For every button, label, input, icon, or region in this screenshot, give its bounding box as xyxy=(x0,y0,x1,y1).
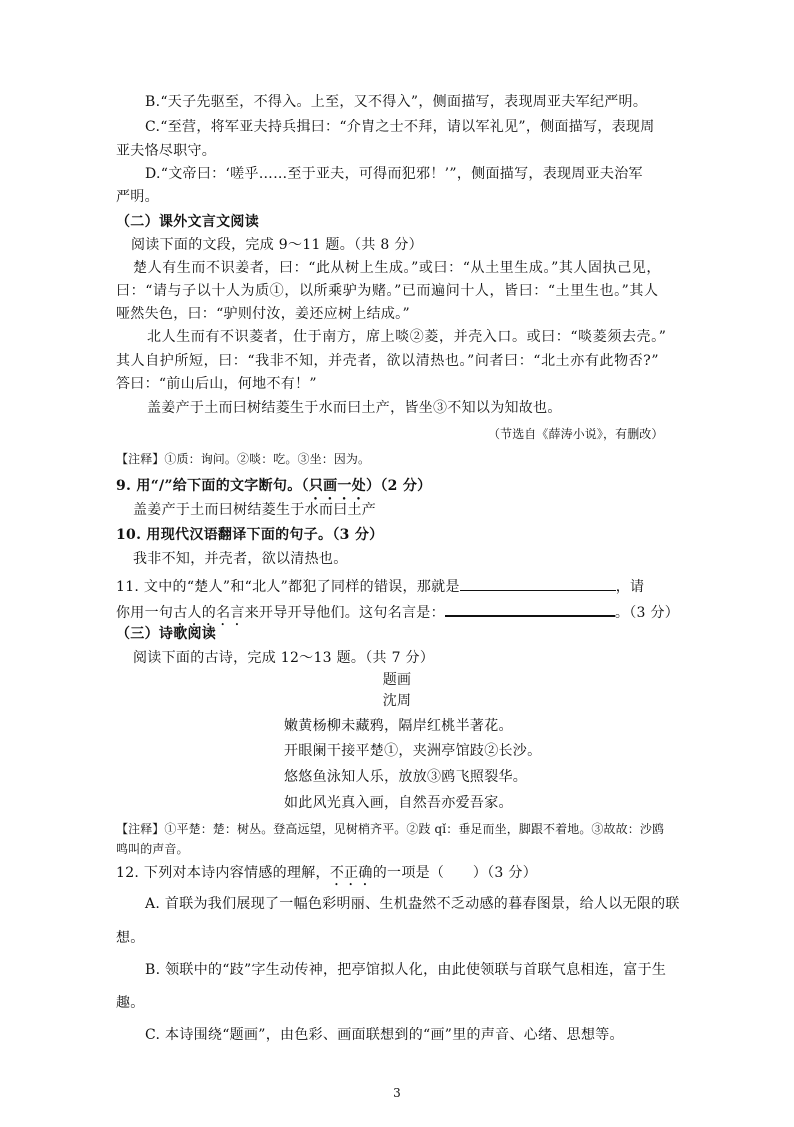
poem-line-1: 嫩黄杨柳未藏鸦，隔岸红桃半著花。 xyxy=(284,718,513,734)
page-number: 3 xyxy=(393,1086,401,1100)
poem-line-4: 如此风光真入画，自然吾亦爱吾家。 xyxy=(284,795,513,811)
question-9-stem-end: ）（2 分） xyxy=(366,478,432,494)
question-11-line1-text: 11. 文中的“楚人”和“北人”都犯了同样的错误，那就是 xyxy=(116,579,460,595)
question-12-stem xyxy=(116,864,537,889)
answer-blank-1[interactable] xyxy=(460,576,616,591)
poem-note-line1: 【注释】①平楚：楚：树丛。登高远望，见树梢齐平。②跂 qǐ：垂足而坐，脚跟不着地。③故故：沙鸥 xyxy=(116,822,665,836)
passage-p2-line2: 其人自护所短，曰：“我非不知，并壳者，欲以清热也。”问者曰：“北土亦有此物否?” xyxy=(116,353,660,369)
question-10-text: 我非不知，并壳者，欲以清热也。 xyxy=(133,551,348,567)
question-11-emphasis: 古人的名言 xyxy=(173,605,245,621)
question-9-emphasis: 只画一处 xyxy=(308,478,367,494)
poem-title: 题画 xyxy=(382,672,412,688)
passage-p2-line1: 北人生而有不识菱者，仕于南方，席上啖②菱，并壳入口。或曰：“啖菱须去壳。” xyxy=(147,329,667,345)
section-intro-3: 阅读下面的古诗，完成 12～13 题。（共 7 分） xyxy=(133,650,435,666)
question-11-line1 xyxy=(116,576,644,596)
question-12-stem-end: 的一项是（ ）（3 分） xyxy=(372,865,537,881)
section-heading-2: （二）课外文言文阅读 xyxy=(116,214,259,230)
question-11-line2-start: 你用一句 xyxy=(116,605,174,621)
question-11-line2-mid: 来开导开导他们。这句名言是： xyxy=(244,605,445,621)
section-heading-3: （三）诗歌阅读 xyxy=(116,626,217,642)
passage-p1-line1: 楚人有生而不识姜者，曰：“此从树上生成。”或曰：“从土里生成。”其人固执己见， xyxy=(133,260,662,276)
question-9-stem-start: 9. 用“/”给下面的文字断句。（ xyxy=(116,478,309,494)
option-c-line2: 亚夫恪尽职守。 xyxy=(116,143,217,159)
poem-note-line2: 鸣叫的声音。 xyxy=(116,842,189,856)
question-12-stem-start: 12. 下列对本诗内容情感的理解， xyxy=(116,865,330,881)
poem-line-3: 悠悠鱼泳知人乐，放放③鸥飞照裂华。 xyxy=(284,769,528,785)
option-d-line2: 严明。 xyxy=(116,189,159,205)
option-12b-line1: B. 领联中的“跂”字生动传神，把亭馆拟人化，由此使领联与首联气息相连，富于生 xyxy=(145,962,667,978)
question-12-emphasis: 不正确 xyxy=(329,865,373,881)
passage-note: 【注释】①质：询问。②啖：吃。③坐：因为。 xyxy=(116,452,371,466)
question-9-text: 盖姜产于土而曰树结菱生于水而曰土产 xyxy=(133,502,377,518)
question-11-line2-end: 。（3 分） xyxy=(614,605,680,621)
poem-line-2: 开眼阑干接平楚①，夹洲亭馆跂②长沙。 xyxy=(284,743,542,759)
answer-blank-2[interactable] xyxy=(445,601,615,617)
option-c-line1: C.“至营，将军亚夫持兵揖曰：“介胄之士不拜，请以军礼见”，侧面描写，表现周 xyxy=(145,119,655,135)
question-9-stem xyxy=(116,477,431,503)
passage-p2-line3: 答曰：“前山后山，何地不有！” xyxy=(116,376,317,392)
option-12c-line1: C. 本诗围绕“题画”，由色彩、画面联想到的“画”里的声音、心绪、思想等。 xyxy=(145,1027,624,1043)
option-12a-line2: 想。 xyxy=(116,930,145,946)
poem-author: 沈周 xyxy=(382,693,412,709)
option-12b-line2: 趣。 xyxy=(116,995,145,1011)
question-11-line1-end: ，请 xyxy=(615,579,645,595)
option-d-line1: D.“文帝曰：‘嗟乎……至于亚夫，可得而犯邪！’”，侧面描写，表现周亚夫治军 xyxy=(145,166,643,182)
question-10-stem: 10. 用现代汉语翻译下面的句子。（3 分） xyxy=(116,527,384,543)
option-b: B.“天子先驱至，不得入。上至，又不得入”，侧面描写，表现周亚夫军纪严明。 xyxy=(145,94,648,110)
passage-source: （节选自《薛涛小说》，有删改） xyxy=(488,427,664,441)
option-12a-line1: A. 首联为我们展现了一幅色彩明丽、生机盎然不乏动感的暮春图景，给人以无限的联 xyxy=(145,896,680,912)
section-intro-2: 阅读下面的文段，完成 9～11 题。（共 8 分） xyxy=(131,237,423,253)
passage-p1-line3: 哑然失色，曰：“驴则付汝，姜还应树上结成。” xyxy=(116,306,410,322)
passage-p1-line2: 曰：“请与子以十人为质①，以所乘驴为赌。”已而遍问十人，皆曰：“土里生也。”其人 xyxy=(116,283,659,299)
passage-p3: 盖姜产于土而曰树结菱生于水而曰土产，皆坐③不知以为知故也。 xyxy=(147,400,562,416)
